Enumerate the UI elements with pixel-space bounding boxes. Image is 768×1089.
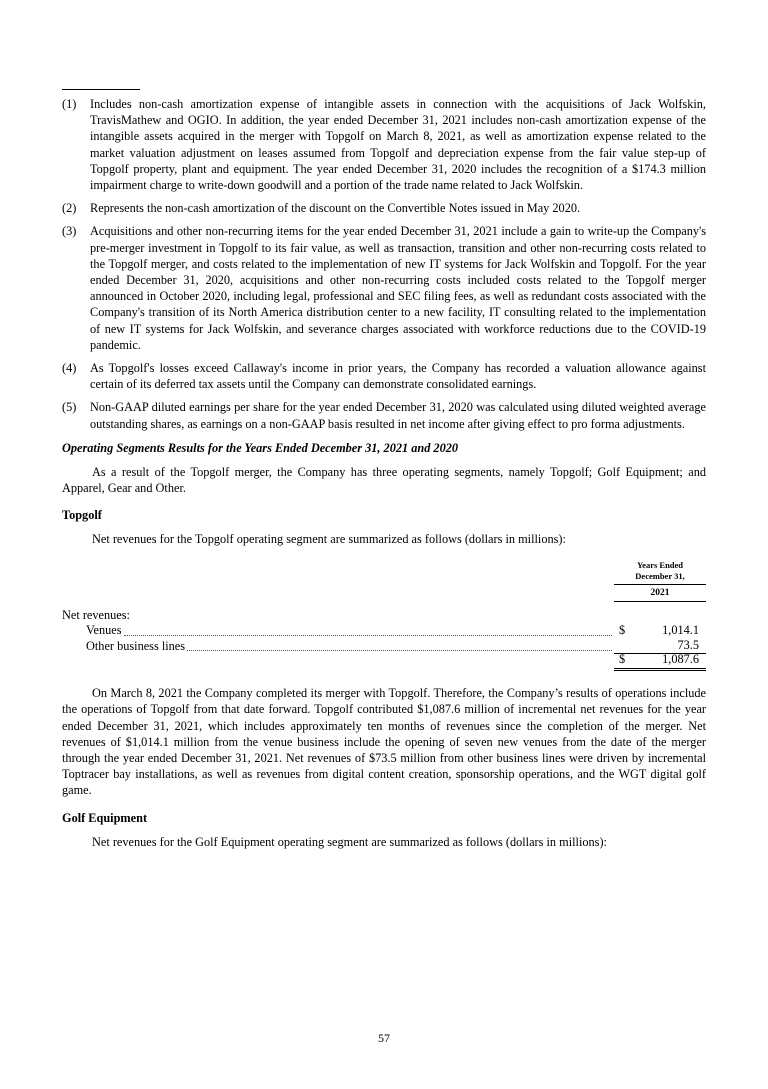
- footnote-marker: (3): [62, 224, 77, 239]
- table-row-venues: [62, 623, 706, 639]
- table-header-row: [62, 560, 706, 602]
- row-value: 73.5: [677, 638, 699, 653]
- footnote-item: [62, 360, 706, 392]
- table-group-label: Net revenues:: [62, 607, 130, 622]
- footnote-marker: (2): [62, 201, 77, 216]
- footnote-item: [62, 399, 706, 431]
- footnote-item: [62, 96, 706, 193]
- row-label: Other business lines: [86, 639, 186, 654]
- row-label: Venues: [86, 623, 122, 638]
- table-period-header-line2: December 31,: [635, 570, 685, 581]
- table-row-other-business-lines: [62, 639, 706, 655]
- table-period-header: [614, 560, 706, 585]
- row-value: 1,014.1: [662, 623, 699, 638]
- table-period-header-line1: Years Ended: [636, 560, 684, 571]
- footnote-text: Includes non-cash amortization expense of intangible assets in connection with the acquisitions of Jack Wolfskin, TravisMathew and OGIO. In addition, the year ended December 31, 2021 includes non-cash amortization expense of the intangible assets acquired in the merger with Topgolf on March 8, 2021, as well as amortization expense related to the market valuation adjustment on leases assumed from Topgolf and depreciation expense from the fair value step-up of Topgolf property, plant and equipment. The year ended December 31, 2020 includes the recognition of a $174.3 million impairment charge to write-down goodwill and a portion of the trade name related to Jack Wolfskin.: [90, 97, 706, 193]
- dot-leader: [124, 635, 612, 636]
- golf-equipment-heading: Golf Equipment: [62, 810, 148, 825]
- page-number: 57: [378, 1031, 390, 1045]
- footnote-text: Acquisitions and other non-recurring items for the year ended December 31, 2021 include a gain to write-up the Company's pre-merger investment in Topgolf to its fair value, as well as transaction, transition and other non-recurring costs related to the Topgolf merger, and costs related to the implementation of new IT systems for Jack Wolfskin and Topgolf. For the year ended December 31, 2020, acquisitions and other non-recurring costs included costs related to the Topgolf merger announced in October 2020, including legal, professional and SEC filing fees, as well as redundant costs associated with the Company's transition of its North America distribution center to a new facility, IT consulting related to the implementation of new IT systems for Jack Wolfskin, and severance charges associated with workforce reductions due to the COVID-19 pandemic.: [90, 224, 706, 352]
- total-value: 1,087.6: [662, 652, 699, 667]
- topgolf-discussion: On March 8, 2021 the Company completed its merger with Topgolf. Therefore, the Company’s results of operations include the operations of Topgolf from that date forward. Topgolf contributed $1,087.6 million of incremental net revenues for the year ended December 31, 2021, which includes approximately ten months of revenues since the completion of the merger. Net revenues of $1,014.1 million from the venue business include the opening of seven new venues from the date of the merger through the year ended December 31, 2021. Net revenues of $73.5 million from other business lines were driven by incremental Toptracer bay installations, as well as revenues from digital content creation, sponsorship operations, and the WGT digital golf game.: [62, 686, 706, 798]
- table-total-row: [62, 654, 706, 671]
- total-amount-cell: [614, 651, 706, 671]
- footnote-separator-rule: [62, 89, 140, 90]
- table-header-column: [614, 560, 706, 602]
- operating-segments-heading: Operating Segments Results for the Years Ended December 31, 2021 and 2020: [62, 440, 459, 455]
- footnote-text: Non-GAAP diluted earnings per share for the year ended December 31, 2020 was calculated using diluted weighted average outstanding shares, as earnings on a non-GAAP basis resulted in net income after giving effect to pro forma adjustments.: [90, 400, 706, 431]
- footnote-marker: (5): [62, 400, 77, 415]
- currency-symbol: $: [619, 623, 626, 638]
- footnote-marker: (4): [62, 361, 77, 376]
- table-year-header: 2021: [614, 585, 706, 602]
- golf-equipment-intro: Net revenues for the Golf Equipment operating segment are summarized as follows (dollars in millions):: [92, 834, 607, 849]
- footnote-item: [62, 223, 706, 353]
- dot-leader: [187, 650, 612, 651]
- footnote-text: As Topgolf's losses exceed Callaway's income in prior years, the Company has recorded a valuation allowance against certain of its deferred tax assets until the Company can demonstrate consolidated earnings.: [90, 361, 706, 392]
- table-body: [62, 607, 706, 671]
- topgolf-net-revenues-table: [62, 560, 706, 671]
- topgolf-heading: Topgolf: [62, 508, 102, 523]
- footnotes-section: [62, 96, 706, 432]
- table-group-row: [62, 607, 706, 623]
- footnote-text: Represents the non-cash amortization of the discount on the Convertible Notes issued in May 2020.: [90, 201, 581, 216]
- topgolf-intro: Net revenues for the Topgolf operating segment are summarized as follows (dollars in millions):: [92, 532, 566, 547]
- currency-symbol: $: [619, 652, 626, 667]
- footnote-marker: (1): [62, 97, 77, 111]
- document-page: [0, 89, 768, 850]
- footnote-item: [62, 200, 706, 216]
- operating-segments-intro: As a result of the Topgolf merger, the Company has three operating segments, namely Topgolf; Golf Equipment; and Apparel, Gear and Other.: [62, 464, 706, 496]
